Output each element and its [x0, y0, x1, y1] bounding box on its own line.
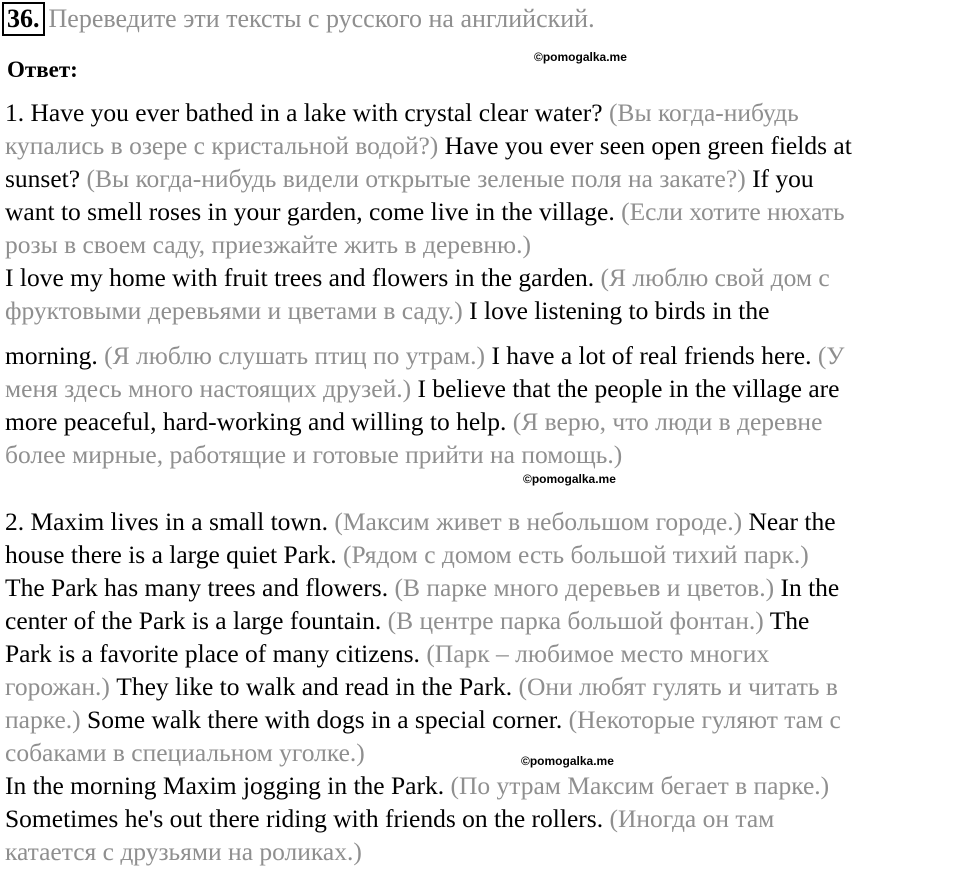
english-text: In the [780, 573, 840, 602]
text-line [5, 162, 814, 195]
english-text: sunset? [5, 164, 87, 193]
text-line [5, 802, 774, 835]
english-text: 2. Maxim lives in a small town. [5, 507, 335, 536]
text-line [5, 339, 844, 372]
russian-text: розы в своем саду, приезжайте жить в деревню.) [5, 230, 531, 259]
text-line [5, 405, 822, 438]
russian-text: (Максим живет в небольшом городе.) [334, 507, 749, 536]
text-line [5, 571, 839, 604]
russian-text: (Вы когда-нибудь видели открытые зеленые поля на закате?) [86, 164, 753, 193]
russian-text: купались в озере с кристальной водой?) [5, 131, 445, 160]
text-line [5, 505, 836, 538]
russian-text: меня здесь много настоящих друзей.) [5, 374, 418, 403]
text-line [5, 703, 841, 736]
russian-text: (В центре парка большой фонтан.) [387, 606, 770, 635]
text-line [5, 736, 365, 769]
english-text: They like to walk and read in the Park. [116, 672, 519, 701]
english-text: The Park has many trees and flowers. [5, 573, 395, 602]
english-text: house there is a large quiet Park. [5, 540, 344, 569]
answer-label: Ответ: [7, 57, 78, 82]
english-text: Near the [748, 507, 836, 536]
russian-text: (Они любят гулять и читать в [518, 672, 838, 701]
text-line [5, 538, 809, 571]
russian-text: (Если хотите нюхать [621, 197, 845, 226]
russian-text: катается с друзьями на роликах.) [5, 837, 362, 866]
english-text: I love my home with fruit trees and flowers in the garden. [5, 263, 601, 292]
english-text: Sometimes he's out there riding with friends on the rollers. [5, 804, 610, 833]
english-text: 1. Have you ever bathed in a lake with crystal clear water? [5, 98, 609, 127]
russian-text: парке.) [5, 705, 88, 734]
english-text: more peaceful, hard-working and willing to help. [5, 407, 513, 436]
english-text: I love listening to birds in the [469, 296, 770, 325]
russian-text: (Я люблю слушать птиц по утрам.) [104, 341, 492, 370]
english-text: Park is a favorite place of many citizens. [5, 639, 427, 668]
text-line [5, 294, 769, 327]
russian-text: (В парке много деревьев и цветов.) [394, 573, 781, 602]
text-line [5, 228, 531, 261]
text-line [5, 835, 362, 868]
text-line [5, 261, 830, 294]
english-text: Have you ever seen open green fields at [444, 131, 852, 160]
russian-text: более мирные, работящие и готовые прийти на помощь.) [5, 440, 623, 469]
text-line [5, 670, 838, 703]
english-text: want to smell roses in your garden, come live in the village. [5, 197, 622, 226]
english-text: center of the Park is a large fountain. [5, 606, 388, 635]
english-text: I believe that the people in the village are [417, 374, 840, 403]
russian-text: (У [817, 341, 845, 370]
exercise-header [2, 2, 595, 38]
text-line [5, 769, 829, 802]
russian-text: (Я люблю свой дом с [600, 263, 830, 292]
english-text: In the morning Maxim jogging in the Park. [5, 771, 451, 800]
russian-text: фруктовыми деревьями и цветами в саду.) [5, 296, 470, 325]
russian-text: (Вы когда-нибудь [608, 98, 799, 127]
exercise-number: 36. [2, 2, 45, 36]
russian-text: (Иногда он там [609, 804, 775, 833]
watermark: ©pomogalka.me [523, 472, 616, 486]
text-line [5, 129, 852, 162]
text-line [5, 195, 845, 228]
russian-text: (Рядом с домом есть большой тихий парк.) [343, 540, 809, 569]
russian-text: горожан.) [5, 672, 117, 701]
english-text: I have a lot of real friends here. [491, 341, 818, 370]
text-line [5, 604, 809, 637]
text-line [5, 637, 769, 670]
russian-text: (По утрам Максим бегает в парке.) [450, 771, 830, 800]
text-line [5, 438, 622, 471]
exercise-task: Переведите эти тексты с русского на английский. [48, 4, 595, 33]
english-text: Some walk there with dogs in a special corner. [87, 705, 569, 734]
russian-text: (Парк – любимое место многих [426, 639, 770, 668]
russian-text: собаками в специальном уголке.) [5, 738, 365, 767]
english-text: morning. [5, 341, 105, 370]
russian-text: (Некоторые гуляют там с [568, 705, 841, 734]
russian-text: (Я верю, что люди в деревне [512, 407, 823, 436]
english-text: The [769, 606, 810, 635]
text-line [5, 372, 839, 405]
text-line [5, 96, 799, 129]
english-text: If you [752, 164, 814, 193]
watermark: ©pomogalka.me [534, 50, 627, 64]
watermark: ©pomogalka.me [521, 754, 614, 768]
